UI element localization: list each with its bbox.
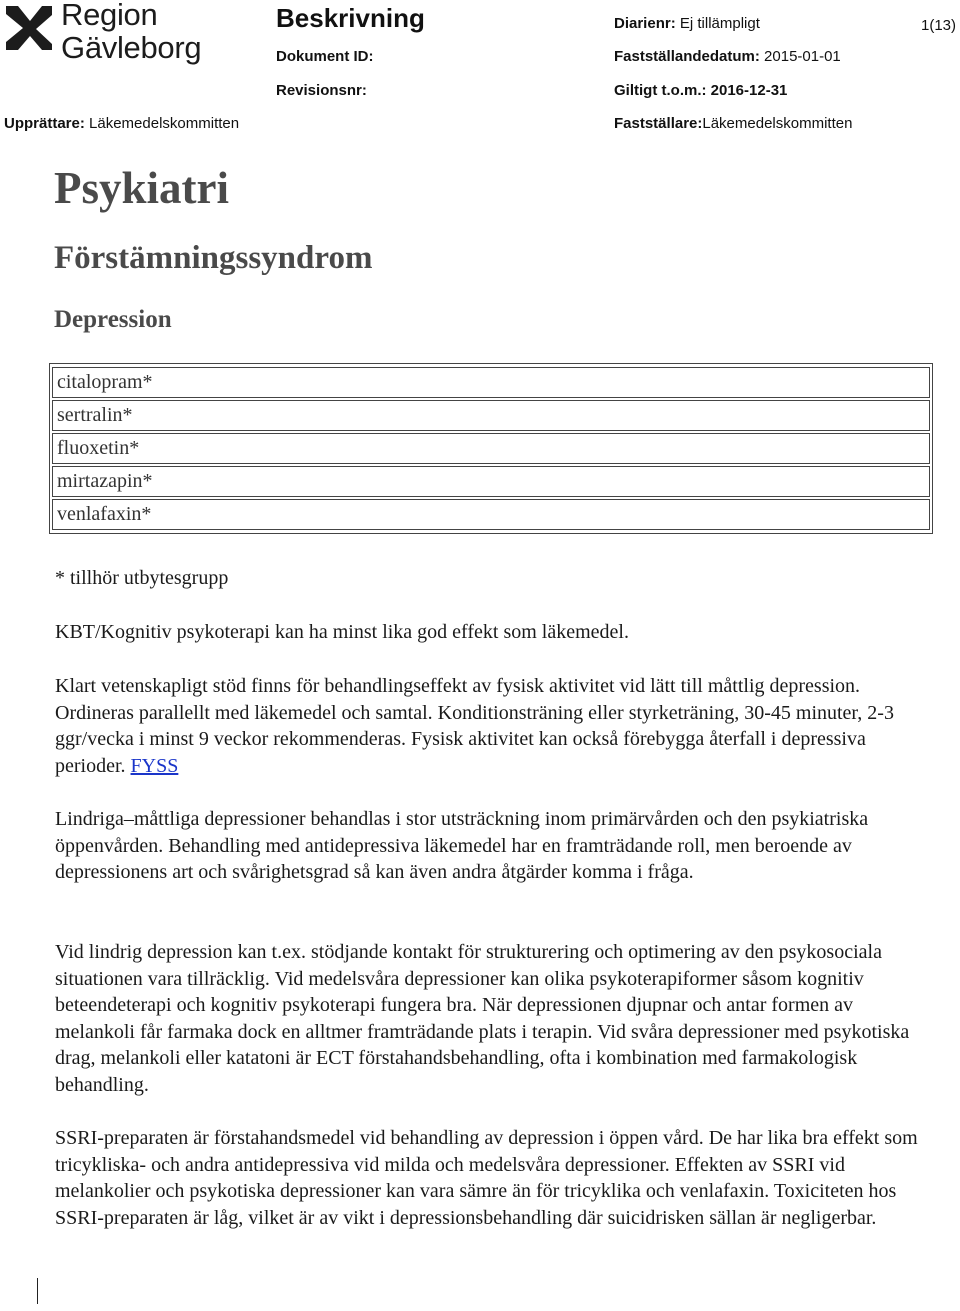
- approver-value: Läkemedelskommitten: [702, 115, 853, 132]
- valid-until-label: Giltigt t.o.m.:: [614, 82, 707, 99]
- section-heading-psykiatri: Psykiatri: [54, 163, 229, 213]
- region-logo-icon: [4, 2, 54, 52]
- logo-line1: Region: [61, 0, 158, 32]
- paragraph-treatment-levels: Vid lindrig depression kan t.ex. stödjande kontakt för strukturering och optimering av den psykosociala situationen vara tillräcklig. Vid medelsvåra depressioner kan olika psykoterapiformer såsom kognitiv beteendeterapi och kognitiv psykoterapi fungera bra. När depressionen djupnar och antar formen av melankoli får farmaka dock en alltmer framträdande plats i terapin. Vid svåra depressioner med psykotiska drag, melankoli eller katatoni är ECT förstahandsbehandling, ofta i kombination med farmakologisk behandling.: [55, 941, 910, 1096]
- subsection-heading: Förstämningssyndrom: [54, 240, 373, 276]
- drug-row: fluoxetin*: [52, 433, 930, 464]
- approver-field: [614, 115, 852, 132]
- logo-text: [61, 0, 201, 64]
- drug-row: venlafaxin*: [52, 499, 930, 530]
- paragraph-kbt: KBT/Kognitiv psykoterapi kan ha minst lika god effekt som läkemedel.: [55, 621, 629, 643]
- logo-line2: Gävleborg: [61, 30, 202, 65]
- paragraph-physical-activity-text: Klart vetenskapligt stöd finns för behandlingseffekt av fysisk aktivitet vid lätt till måttlig depression. Ordineras parallellt med läkemedel och samtal. Konditionsträning eller styrketräning, 30-45 minuter, 2-3 ggr/vecka i minst 9 veckor rekommenderas. Fysisk aktivitet kan också förebygga återfall i depressiva perioder.: [55, 675, 894, 777]
- document-type: Beskrivning: [276, 3, 425, 33]
- topic-heading: Depression: [54, 306, 172, 333]
- diarienr-label: Diarienr:: [614, 15, 676, 32]
- diarienr-value: Ej tillämpligt: [679, 15, 760, 32]
- document-id-label: Dokument ID:: [276, 48, 374, 65]
- diarienr-field: [614, 15, 760, 32]
- approver-label: Fastställare:: [614, 115, 703, 132]
- footnote: * tillhör utbytesgrupp: [55, 567, 229, 589]
- page-number: 1(13): [921, 17, 957, 34]
- paragraph-ssri: SSRI-preparaten är förstahandsmedel vid behandling av depression i öppen vård. De har lika bra effekt som tricykliska- och andra antidepressiva vid milda och medelsvåra depressioner. Effekten av SSRI vid melankolier och psykotiska depressioner kan vara sämre än för tricyklika och venlafaxin. Toxiciteten hos SSRI-preparaten är låg, vilket är av vikt i depressionsbehandling där suicidrisken sällan är negligerbar.: [55, 1127, 918, 1229]
- approved-date-label: Fastställandedatum:: [614, 48, 760, 65]
- approved-date-field: [614, 48, 841, 65]
- drug-row: sertralin*: [52, 400, 930, 431]
- valid-until-field: [614, 82, 787, 99]
- author-label: Upprättare:: [4, 115, 85, 132]
- author-field: [4, 115, 239, 132]
- valid-until-value: 2016-12-31: [710, 82, 788, 99]
- drug-list-table: [49, 363, 933, 534]
- fyss-link[interactable]: FYSS: [130, 754, 179, 777]
- drug-row: citalopram*: [52, 367, 930, 398]
- document-id-field: [276, 48, 374, 65]
- drug-row: mirtazapin*: [52, 466, 930, 497]
- revision-field: [276, 82, 367, 99]
- author-value: Läkemedelskommitten: [89, 115, 240, 132]
- paragraph-mild-moderate: Lindriga–måttliga depressioner behandlas i stor utsträckning inom primärvården och den psykiatriska öppenvården. Behandling med antidepressiva läkemedel har en framträdande roll, men beroende av depressionens art och svårighetsgrad så kan även andra åtgärder komma i fråga.: [55, 808, 869, 883]
- paragraph-physical-activity: [55, 673, 935, 779]
- revision-label: Revisionsnr:: [276, 82, 367, 99]
- margin-change-bar: [37, 1278, 38, 1304]
- approved-date-value: 2015-01-01: [764, 48, 841, 65]
- region-gavleborg-logo: [4, 2, 214, 66]
